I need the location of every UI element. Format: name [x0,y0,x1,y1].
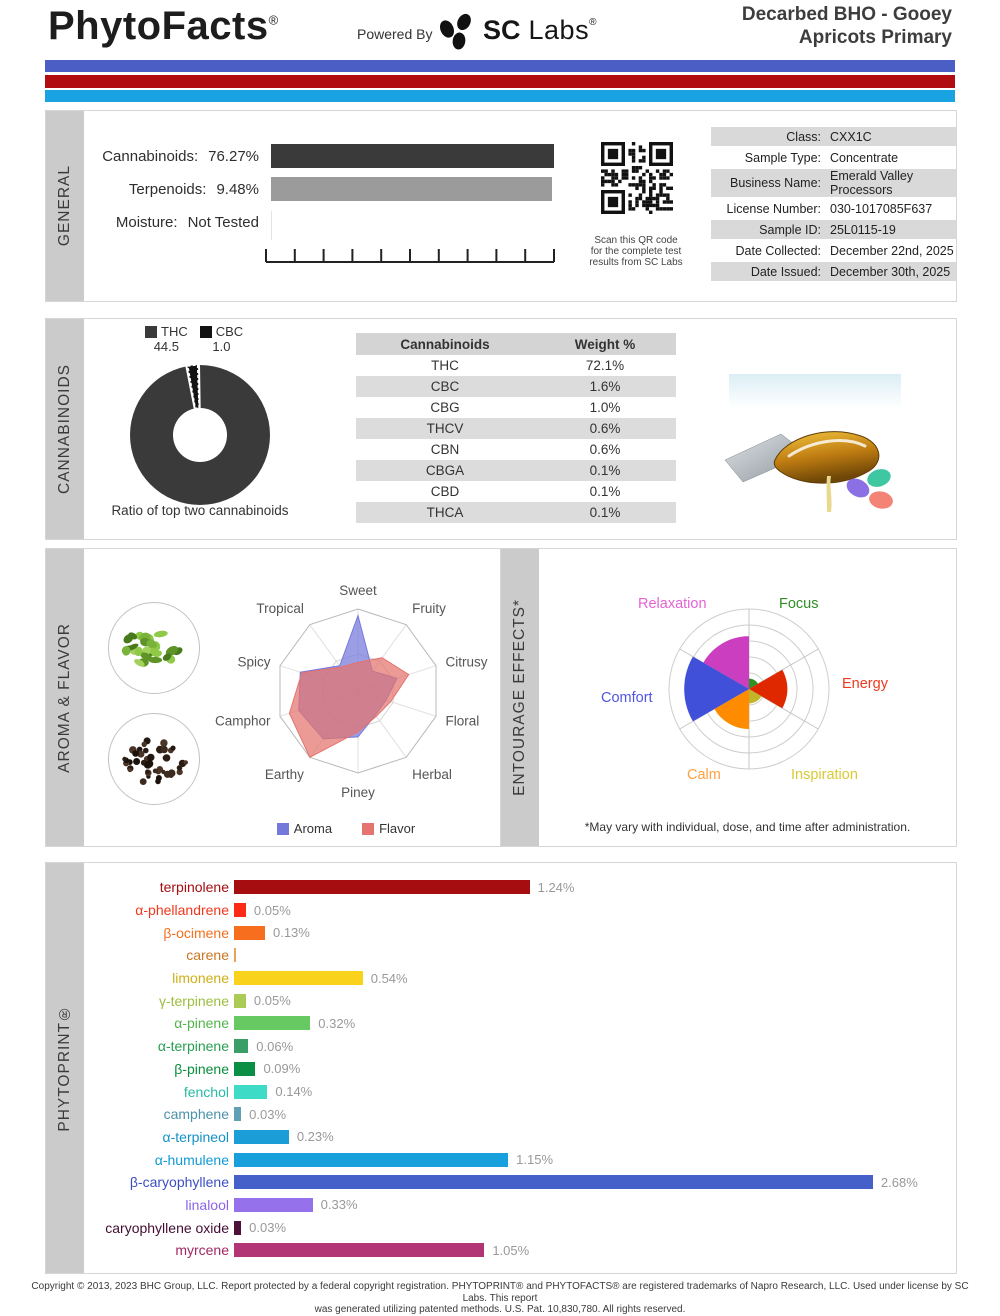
terpene-value: 0.32% [318,1015,356,1031]
cannabinoid-weight: 1.0% [589,400,621,415]
terpene-name: terpinolene [159,879,229,896]
cannabinoid-weight: 0.6% [589,421,621,436]
entourage-label-comfort: Comfort [601,690,653,706]
terpene-bar [234,926,265,940]
aroma-flavor-section-label [46,549,84,846]
cannabinoid-weight: 0.6% [589,442,621,457]
cannabinoids-level-bar [271,144,554,168]
terpene-name: β-pinene [174,1060,229,1077]
info-value: December 22nd, 2025 [830,243,954,258]
peppercorns-photo [108,713,200,805]
terpene-bar [234,1243,484,1257]
entourage-label-focus: Focus [779,596,819,612]
sample-title-line2: Apricots Primary [798,27,952,48]
terpene-bar [234,1107,241,1121]
terpene-name: myrcene [175,1242,229,1259]
terpene-name: α-phellandrene [135,902,229,919]
cannabinoid-row [356,397,676,418]
cannabinoid-ratio-donut-chart [127,362,273,508]
info-value: 030-1017085F637 [830,201,933,216]
legend-item-thc [145,324,188,354]
terpene-bar [234,903,246,917]
cannabinoids-level-row [86,148,259,165]
terpene-row [96,1126,918,1149]
header-stripe-cyan [45,90,955,102]
terpene-row [96,1171,918,1194]
aroma-flavor-section [45,548,502,847]
terpene-name: α-humulene [154,1151,229,1168]
entourage-footnote: *May vary with individual, dose, and time after administration. [584,820,911,834]
powered-by-label: Powered By [357,26,433,42]
qr-caption-line3: results from SC Labs [589,257,683,268]
info-label: Business Name: [729,176,821,190]
radar-axis-label: Herbal [412,766,452,782]
terpene-value: 0.05% [253,993,291,1009]
header-cannabinoids: Cannabinoids [400,336,490,352]
terpene-row [96,1058,918,1081]
info-label: Date Collected: [735,243,821,258]
terpene-name: β-caryophyllene [129,1174,229,1191]
info-value: December 30th, 2025 [830,264,951,279]
aroma-flavor-section-label-text: AROMA & FLAVOR [56,622,73,773]
header-stripe-blue [45,60,955,72]
terpenoids-level-bar [271,177,552,201]
qr-caption [570,235,702,268]
cannabinoid-row [356,418,676,439]
terpene-bar [234,880,530,894]
registered-mark: ® [589,17,597,28]
terpene-value: 0.09% [263,1061,301,1077]
qr-code [601,142,673,214]
sample-title-line1: Decarbed BHO - Gooey [741,4,952,25]
entourage-label-energy: Energy [842,676,888,692]
info-label: Date Issued: [750,264,821,279]
legend-thc-row [145,324,188,339]
terpene-value: 1.24% [537,879,575,895]
terpene-name: camphene [163,1106,229,1123]
cannabinoid-weight: 0.1% [589,505,621,520]
terpene-value: 2.68% [880,1174,918,1190]
terpene-row [96,876,918,899]
terpene-bar [234,1221,241,1235]
terpene-bar [234,1085,267,1099]
terpene-row [96,989,918,1012]
radar-axis-label: Camphor [214,713,271,729]
hops-image [109,603,199,693]
cannabinoid-name: THCV [426,421,464,436]
cannabinoid-name: CBD [430,484,460,499]
info-row [711,148,956,167]
peppercorns-image [109,714,199,804]
terpene-name: α-pinene [174,1015,229,1032]
radar-axis-label: Tropical [256,601,304,617]
terpene-value: 0.33% [320,1197,358,1213]
info-row [711,220,956,239]
cannabinoid-name: CBC [430,379,460,394]
cannabinoid-row [356,460,676,481]
cbc-swatch [200,326,212,338]
info-label: Class: [786,129,821,144]
legend-item-aroma [277,821,332,836]
brand-text: PhytoFacts [48,4,269,48]
info-label: Sample ID: [759,222,821,237]
terpene-row [96,899,918,922]
terpene-value: 0.03% [249,1220,287,1236]
qr-caption-line2: for the complete test [590,246,682,257]
phytofacts-logo [48,4,279,49]
info-row [711,199,956,218]
entourage-label-inspiration: Inspiration [791,767,858,783]
thc-swatch [145,326,157,338]
terpene-value: 0.05% [253,902,291,918]
registered-mark: ® [268,12,279,28]
aroma-label: Aroma [293,821,333,836]
labs-text: Labs [520,15,590,45]
radar-axis-label: Piney [341,785,375,800]
copyright-footer [30,1281,970,1316]
terpene-name: γ-terpinene [158,992,229,1009]
entourage-section-label-text: ENTOURAGE EFFECTS* [511,599,528,796]
terpene-bar [234,971,363,985]
sc-text: SC [483,15,521,45]
cannabinoids-section-label-text: CANNABINOIDS [56,364,73,494]
cannabinoid-name: CBN [430,442,460,457]
cannabinoid-name: CBGA [425,463,465,478]
terpene-bar [234,1062,255,1076]
entourage-effects-section [500,548,957,847]
thc-ratio-value: 44.5 [153,339,180,354]
cannabinoid-name: THC [431,358,459,373]
terpene-name: linalool [185,1196,229,1213]
terpene-value: 0.03% [249,1106,287,1122]
radar-axis-label: Floral [445,713,480,729]
info-row [711,241,956,260]
general-section [45,110,957,302]
aroma-swatch [277,823,289,835]
hops-photo [108,602,200,694]
cannabinoid-table-header [356,333,676,355]
general-section-label [46,111,84,301]
header-weight: Weight % [574,336,636,352]
cannabinoid-name: THCA [426,505,464,520]
flavor-label: Flavor [379,821,416,836]
product-photo [723,364,909,514]
terpene-name: caryophyllene oxide [105,1219,229,1236]
aroma-flavor-radar-chart [196,573,496,818]
radar-axis-label: Earthy [264,766,304,782]
terpene-bar [234,1153,508,1167]
entourage-wedge-energy [749,670,787,708]
info-row [711,262,956,281]
cannabinoid-row [356,502,676,523]
moisture-label: Moisture: [115,214,178,231]
terpene-name: β-ocimene [163,924,229,941]
footer-line1: Copyright © 2013, 2023 BHC Group, LLC. Report protected by a federal copyright registration. PHYTOPRINT® and PHYTOFACTS® are registered trademarks of Napro Research, LLC. Used under license by SC Labs. This report [31,1281,969,1304]
terpene-row [96,1148,918,1171]
terpene-name: α-terpinene [157,1038,229,1055]
terpene-value: 0.14% [275,1084,313,1100]
cannabinoid-row [356,355,676,376]
donut-legend [145,324,243,354]
terpene-bar [234,948,236,962]
radar-axis-label: Sweet [339,583,377,598]
sample-info-table [711,127,956,283]
sc-labs-wordmark [483,15,596,46]
entourage-label-relaxation: Relaxation [638,596,707,612]
terpene-row [96,1216,918,1239]
legend-cbc-row [200,324,243,339]
terpene-value: 1.15% [516,1152,554,1168]
info-value: Concentrate [830,150,899,165]
terpene-row [96,1080,918,1103]
legend-item-cbc [200,324,243,354]
info-value: 25L0115-19 [830,222,896,237]
header-stripe-red [45,75,955,88]
cannabinoid-weight: 0.1% [589,484,621,499]
flavor-swatch [362,823,374,835]
thc-label: THC [161,324,188,339]
terpenoids-level-row [86,181,259,198]
entourage-polar-chart [621,581,881,801]
legend-item-flavor [362,821,415,836]
cannabinoid-name: CBG [430,400,460,415]
terpene-name: α-terpineol [162,1128,229,1145]
footer-line2: was generated utilizing patented methods. U.S. Pat. 10,830,780. All rights reserved. [314,1304,686,1315]
radar-legend [196,821,496,836]
terpene-row [96,1239,918,1262]
cannabinoid-row [356,481,676,502]
info-row [711,127,956,146]
terpene-row [96,921,918,944]
terpene-name: carene [186,947,229,964]
cannabinoid-row [356,376,676,397]
cbc-label: CBC [215,324,244,339]
terpene-row [96,944,918,967]
terpene-value: 1.05% [492,1242,530,1258]
info-value: CXX1C [830,129,872,144]
cannabinoids-label: Cannabinoids: [102,148,199,165]
sc-labs-logo-icon [437,12,479,52]
cannabinoid-row [356,439,676,460]
radar-axis-label: Fruity [412,601,446,617]
phytoprint-section-label [46,863,84,1273]
cbc-ratio-value: 1.0 [212,339,231,354]
terpene-row [96,1194,918,1217]
radar-axis-label: Citrusy [445,654,488,670]
cannabinoids-section [45,318,957,540]
info-label: Sample Type: [744,150,821,165]
moisture-row [86,214,259,231]
terpene-bar-chart [96,876,918,1262]
entourage-section-label [501,549,539,846]
cannabinoid-weight: 72.1% [585,358,625,373]
terpene-bar [234,1175,873,1189]
info-value: Emerald Valley Processors [830,169,914,197]
donut-caption: Ratio of top two cannabinoids [111,503,289,518]
terpene-bar [234,994,246,1008]
moisture-value: Not Tested [187,214,259,231]
terpene-value: 0.13% [272,925,310,941]
general-section-label-text: GENERAL [56,165,73,247]
terpene-bar [234,1016,310,1030]
terpene-bar [234,1039,248,1053]
cannabinoids-value: 76.27% [208,148,259,165]
terpene-row [96,967,918,990]
terpene-value: 0.54% [370,970,408,986]
phytoprint-section-label-text: PHYTOPRINT® [56,1004,73,1132]
terpene-name: fenchol [183,1083,229,1100]
terpene-value: 0.23% [296,1129,334,1145]
terpene-bar [234,1130,289,1144]
terpene-row [96,1012,918,1035]
cannabinoid-weight: 0.1% [589,463,621,478]
terpenoids-value: 9.48% [216,181,259,198]
terpene-name: limonene [172,970,229,987]
terpene-row [96,1035,918,1058]
terpene-bar [234,1198,313,1212]
terpene-row [96,1103,918,1126]
info-row [711,169,956,197]
terpene-value: 0.06% [256,1038,294,1054]
cannabinoid-weight-table [356,333,676,523]
scale-ruler [264,245,556,267]
phytoprint-section [45,862,957,1274]
sample-title [742,3,952,49]
radar-axis-label: Spicy [237,654,271,670]
info-label: License Number: [726,201,821,216]
cannabinoid-weight: 1.6% [589,379,621,394]
qr-caption-line1: Scan this QR code [594,235,678,246]
terpenoids-label: Terpenoids: [128,181,207,198]
bar-axis-origin-line [271,211,272,240]
entourage-label-calm: Calm [687,767,721,783]
